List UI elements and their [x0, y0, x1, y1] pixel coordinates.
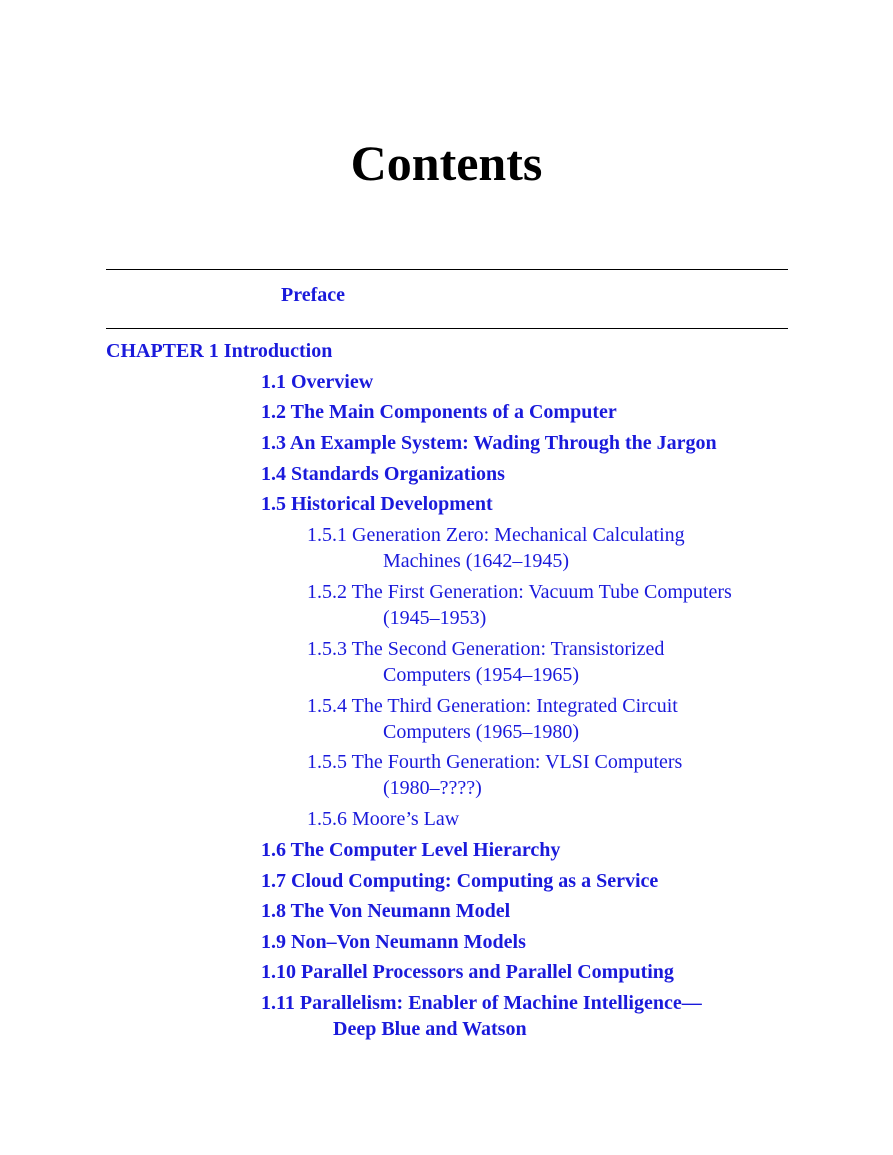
- toc-line-continued: Computers (1954–1965): [383, 664, 580, 686]
- toc-link-1-9[interactable]: 1.9 Non–Von Neumann Models: [261, 931, 526, 953]
- toc-link-1-5-3[interactable]: [307, 636, 664, 688]
- toc-link-1-7[interactable]: 1.7 Cloud Computing: Computing as a Service: [261, 870, 659, 892]
- toc-line: 1.5.1 Generation Zero: Mechanical Calculating: [307, 524, 685, 546]
- toc-line: 1.5.4 The Third Generation: Integrated Circuit: [307, 695, 678, 717]
- toc-line-continued: Computers (1965–1980): [383, 721, 580, 743]
- toc-link-1-10[interactable]: 1.10 Parallel Processors and Parallel Computing: [261, 961, 674, 983]
- toc-link-1-8[interactable]: 1.8 The Von Neumann Model: [261, 900, 511, 922]
- toc-line: 1.5.3 The Second Generation: Transistorized: [307, 638, 665, 660]
- toc-link-1-2[interactable]: 1.2 The Main Components of a Computer: [261, 401, 617, 423]
- divider-middle: [106, 328, 788, 329]
- toc-line-continued: (1980–????): [383, 777, 482, 799]
- toc-line: 1.5.2 The First Generation: Vacuum Tube Computers: [307, 581, 732, 603]
- toc-link-1-5[interactable]: 1.5 Historical Development: [261, 493, 493, 515]
- toc-link-1-11[interactable]: [261, 990, 702, 1042]
- toc-link-1-1[interactable]: 1.1 Overview: [261, 371, 374, 393]
- toc-link-1-5-6[interactable]: 1.5.6 Moore’s Law: [307, 808, 460, 830]
- page-title: Contents: [350, 135, 543, 191]
- toc-link-chapter-1[interactable]: CHAPTER 1 Introduction: [106, 340, 333, 362]
- toc-link-1-5-1[interactable]: [307, 522, 685, 574]
- toc-line-continued: (1945–1953): [383, 607, 487, 629]
- toc-link-1-5-4[interactable]: [307, 693, 678, 745]
- toc-link-1-5-2[interactable]: [307, 579, 732, 631]
- toc-link-1-5-5[interactable]: [307, 749, 682, 801]
- toc-link-preface[interactable]: Preface: [281, 284, 346, 306]
- toc-link-1-6[interactable]: 1.6 The Computer Level Hierarchy: [261, 839, 561, 861]
- toc-link-1-4[interactable]: 1.4 Standards Organizations: [261, 463, 505, 485]
- toc-line-continued: Machines (1642–1945): [383, 550, 570, 572]
- toc-line: 1.11 Parallelism: Enabler of Machine Intelligence—: [261, 992, 702, 1014]
- divider-top: [106, 269, 788, 270]
- toc-line-continued: Deep Blue and Watson: [333, 1018, 527, 1040]
- toc-line: 1.5.5 The Fourth Generation: VLSI Computers: [307, 751, 683, 773]
- toc-link-1-3[interactable]: 1.3 An Example System: Wading Through the Jargon: [261, 432, 717, 454]
